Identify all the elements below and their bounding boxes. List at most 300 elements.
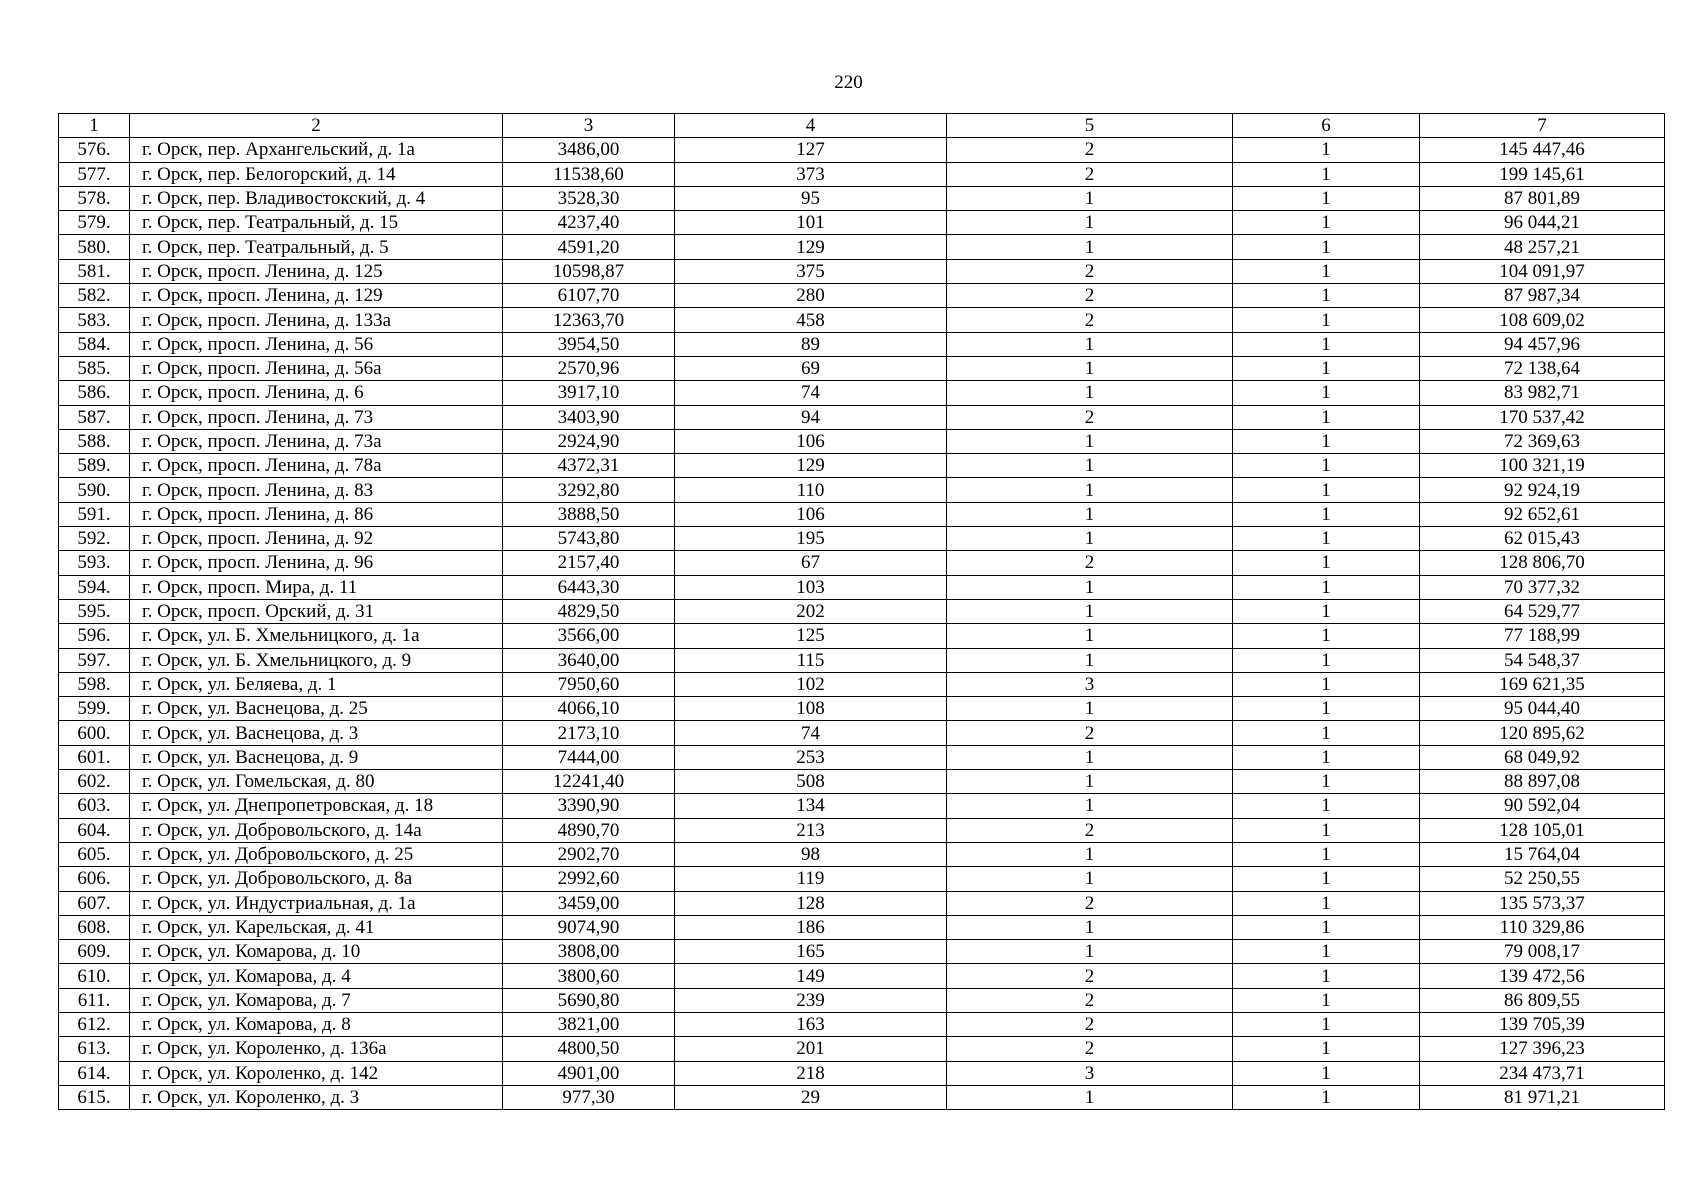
elevator-count: 1: [1233, 162, 1420, 186]
entrance-count: 2: [947, 964, 1233, 988]
residents-count: 129: [675, 235, 947, 259]
table-row: [59, 964, 1665, 988]
address: г. Орск, ул. Беляева, д. 1: [130, 672, 503, 696]
entrance-count: 2: [947, 308, 1233, 332]
row-number: 583.: [59, 308, 130, 332]
elevator-count: 1: [1233, 697, 1420, 721]
amount-value: 94 457,96: [1420, 332, 1665, 356]
area-value: 11538,60: [503, 162, 675, 186]
amount-value: 170 537,42: [1420, 405, 1665, 429]
table-row: [59, 940, 1665, 964]
address: г. Орск, просп. Ленина, д. 129: [130, 284, 503, 308]
address: г. Орск, ул. Васнецова, д. 25: [130, 697, 503, 721]
residents-count: 103: [675, 575, 947, 599]
residents-count: 98: [675, 842, 947, 866]
area-value: 3821,00: [503, 1012, 675, 1036]
row-number: 614.: [59, 1061, 130, 1085]
table-row: [59, 527, 1665, 551]
entrance-count: 3: [947, 1061, 1233, 1085]
area-value: 2157,40: [503, 551, 675, 575]
residents-count: 74: [675, 381, 947, 405]
elevator-count: 1: [1233, 721, 1420, 745]
area-value: 7950,60: [503, 672, 675, 696]
table-row: [59, 867, 1665, 891]
table-row: [59, 575, 1665, 599]
residents-count: 213: [675, 818, 947, 842]
address: г. Орск, пер. Театральный, д. 5: [130, 235, 503, 259]
row-number: 607.: [59, 891, 130, 915]
residents-count: 127: [675, 138, 947, 162]
elevator-count: 1: [1233, 405, 1420, 429]
row-number: 595.: [59, 599, 130, 623]
address: г. Орск, ул. Комарова, д. 7: [130, 988, 503, 1012]
entrance-count: 1: [947, 454, 1233, 478]
table-row: [59, 1085, 1665, 1109]
address: г. Орск, ул. Добровольского, д. 25: [130, 842, 503, 866]
row-number: 578.: [59, 186, 130, 210]
entrance-count: 1: [947, 356, 1233, 380]
address: г. Орск, просп. Ленина, д. 133а: [130, 308, 503, 332]
area-value: 3390,90: [503, 794, 675, 818]
amount-value: 70 377,32: [1420, 575, 1665, 599]
amount-value: 145 447,46: [1420, 138, 1665, 162]
row-number: 589.: [59, 454, 130, 478]
amount-value: 127 396,23: [1420, 1037, 1665, 1061]
amount-value: 139 705,39: [1420, 1012, 1665, 1036]
row-number: 579.: [59, 211, 130, 235]
address: г. Орск, ул. Васнецова, д. 3: [130, 721, 503, 745]
row-number: 611.: [59, 988, 130, 1012]
entrance-count: 1: [947, 624, 1233, 648]
area-value: 10598,87: [503, 259, 675, 283]
amount-value: 95 044,40: [1420, 697, 1665, 721]
elevator-count: 1: [1233, 915, 1420, 939]
row-number: 582.: [59, 284, 130, 308]
row-number: 577.: [59, 162, 130, 186]
elevator-count: 1: [1233, 940, 1420, 964]
amount-value: 96 044,21: [1420, 211, 1665, 235]
elevator-count: 1: [1233, 235, 1420, 259]
area-value: 4591,20: [503, 235, 675, 259]
elevator-count: 1: [1233, 1012, 1420, 1036]
row-number: 605.: [59, 842, 130, 866]
residents-count: 101: [675, 211, 947, 235]
area-value: 4901,00: [503, 1061, 675, 1085]
table-row: [59, 259, 1665, 283]
table-row: [59, 551, 1665, 575]
amount-value: 64 529,77: [1420, 599, 1665, 623]
elevator-count: 1: [1233, 891, 1420, 915]
address: г. Орск, просп. Орский, д. 31: [130, 599, 503, 623]
amount-value: 88 897,08: [1420, 770, 1665, 794]
table-row: [59, 405, 1665, 429]
area-value: 9074,90: [503, 915, 675, 939]
area-value: 4372,31: [503, 454, 675, 478]
column-header: 7: [1420, 114, 1665, 138]
address: г. Орск, просп. Ленина, д. 86: [130, 502, 503, 526]
column-header: 2: [130, 114, 503, 138]
entrance-count: 1: [947, 186, 1233, 210]
elevator-count: 1: [1233, 1061, 1420, 1085]
table-row: [59, 308, 1665, 332]
row-number: 606.: [59, 867, 130, 891]
residents-count: 128: [675, 891, 947, 915]
residents-count: 115: [675, 648, 947, 672]
amount-value: 92 924,19: [1420, 478, 1665, 502]
row-number: 608.: [59, 915, 130, 939]
area-value: 6107,70: [503, 284, 675, 308]
page-number: 220: [834, 72, 863, 93]
table-row: [59, 624, 1665, 648]
amount-value: 87 801,89: [1420, 186, 1665, 210]
table-row: [59, 1012, 1665, 1036]
area-value: 3486,00: [503, 138, 675, 162]
residents-count: 129: [675, 454, 947, 478]
area-value: 3292,80: [503, 478, 675, 502]
entrance-count: 2: [947, 1012, 1233, 1036]
area-value: 7444,00: [503, 745, 675, 769]
amount-value: 81 971,21: [1420, 1085, 1665, 1109]
amount-value: 120 895,62: [1420, 721, 1665, 745]
elevator-count: 1: [1233, 381, 1420, 405]
table-body: [59, 138, 1665, 1110]
address: г. Орск, просп. Ленина, д. 125: [130, 259, 503, 283]
residents-count: 119: [675, 867, 947, 891]
area-value: 3528,30: [503, 186, 675, 210]
row-number: 602.: [59, 770, 130, 794]
residents-count: 165: [675, 940, 947, 964]
residents-count: 108: [675, 697, 947, 721]
row-number: 596.: [59, 624, 130, 648]
elevator-count: 1: [1233, 551, 1420, 575]
table-row: [59, 794, 1665, 818]
row-number: 603.: [59, 794, 130, 818]
area-value: 3954,50: [503, 332, 675, 356]
table-row: [59, 818, 1665, 842]
table-row: [59, 502, 1665, 526]
residents-count: 149: [675, 964, 947, 988]
elevator-count: 1: [1233, 1085, 1420, 1109]
amount-value: 68 049,92: [1420, 745, 1665, 769]
entrance-count: 2: [947, 259, 1233, 283]
entrance-count: 2: [947, 138, 1233, 162]
address: г. Орск, ул. Комарова, д. 4: [130, 964, 503, 988]
table-row: [59, 672, 1665, 696]
row-number: 586.: [59, 381, 130, 405]
residents-count: 110: [675, 478, 947, 502]
column-header: 3: [503, 114, 675, 138]
area-value: 4890,70: [503, 818, 675, 842]
table-row: [59, 381, 1665, 405]
table-row: [59, 599, 1665, 623]
elevator-count: 1: [1233, 575, 1420, 599]
address: г. Орск, просп. Ленина, д. 73а: [130, 429, 503, 453]
row-number: 585.: [59, 356, 130, 380]
row-number: 592.: [59, 527, 130, 551]
address: г. Орск, ул. Карельская, д. 41: [130, 915, 503, 939]
area-value: 3459,00: [503, 891, 675, 915]
entrance-count: 1: [947, 599, 1233, 623]
row-number: 612.: [59, 1012, 130, 1036]
entrance-count: 1: [947, 211, 1233, 235]
elevator-count: 1: [1233, 138, 1420, 162]
address: г. Орск, пер. Архангельский, д. 1а: [130, 138, 503, 162]
table-row: [59, 842, 1665, 866]
table-row: [59, 478, 1665, 502]
area-value: 12241,40: [503, 770, 675, 794]
column-header: 4: [675, 114, 947, 138]
area-value: 2173,10: [503, 721, 675, 745]
table-row: [59, 891, 1665, 915]
area-value: 3800,60: [503, 964, 675, 988]
address: г. Орск, просп. Ленина, д. 56: [130, 332, 503, 356]
address: г. Орск, просп. Мира, д. 11: [130, 575, 503, 599]
address: г. Орск, ул. Короленко, д. 3: [130, 1085, 503, 1109]
entrance-count: 2: [947, 988, 1233, 1012]
amount-value: 104 091,97: [1420, 259, 1665, 283]
residents-count: 106: [675, 429, 947, 453]
amount-value: 169 621,35: [1420, 672, 1665, 696]
table-row: [59, 454, 1665, 478]
entrance-count: 2: [947, 162, 1233, 186]
amount-value: 90 592,04: [1420, 794, 1665, 818]
header-row: [59, 114, 1665, 138]
amount-value: 72 138,64: [1420, 356, 1665, 380]
table-row: [59, 1037, 1665, 1061]
column-header: 5: [947, 114, 1233, 138]
table-row: [59, 697, 1665, 721]
elevator-count: 1: [1233, 478, 1420, 502]
elevator-count: 1: [1233, 502, 1420, 526]
area-value: 5743,80: [503, 527, 675, 551]
column-header: 6: [1233, 114, 1420, 138]
row-number: 588.: [59, 429, 130, 453]
row-number: 576.: [59, 138, 130, 162]
address: г. Орск, ул. Комарова, д. 8: [130, 1012, 503, 1036]
entrance-count: 1: [947, 842, 1233, 866]
residents-count: 163: [675, 1012, 947, 1036]
table-row: [59, 356, 1665, 380]
elevator-count: 1: [1233, 527, 1420, 551]
row-number: 600.: [59, 721, 130, 745]
residents-count: 202: [675, 599, 947, 623]
elevator-count: 1: [1233, 284, 1420, 308]
table-row: [59, 770, 1665, 794]
address: г. Орск, ул. Комарова, д. 10: [130, 940, 503, 964]
table-row: [59, 648, 1665, 672]
address: г. Орск, ул. Гомельская, д. 80: [130, 770, 503, 794]
residents-count: 373: [675, 162, 947, 186]
row-number: 598.: [59, 672, 130, 696]
address: г. Орск, пер. Белогорский, д. 14: [130, 162, 503, 186]
address: г. Орск, просп. Ленина, д. 92: [130, 527, 503, 551]
elevator-count: 1: [1233, 672, 1420, 696]
amount-value: 135 573,37: [1420, 891, 1665, 915]
area-value: 3808,00: [503, 940, 675, 964]
amount-value: 87 987,34: [1420, 284, 1665, 308]
row-number: 601.: [59, 745, 130, 769]
address: г. Орск, ул. Добровольского, д. 14а: [130, 818, 503, 842]
row-number: 594.: [59, 575, 130, 599]
elevator-count: 1: [1233, 599, 1420, 623]
elevator-count: 1: [1233, 186, 1420, 210]
elevator-count: 1: [1233, 818, 1420, 842]
residents-count: 239: [675, 988, 947, 1012]
residents-count: 253: [675, 745, 947, 769]
row-number: 593.: [59, 551, 130, 575]
table-row: [59, 284, 1665, 308]
residents-count: 102: [675, 672, 947, 696]
amount-value: 62 015,43: [1420, 527, 1665, 551]
residents-count: 280: [675, 284, 947, 308]
row-number: 613.: [59, 1037, 130, 1061]
elevator-count: 1: [1233, 964, 1420, 988]
amount-value: 72 369,63: [1420, 429, 1665, 453]
address: г. Орск, ул. Б. Хмельницкого, д. 9: [130, 648, 503, 672]
entrance-count: 1: [947, 429, 1233, 453]
area-value: 2570,96: [503, 356, 675, 380]
row-number: 615.: [59, 1085, 130, 1109]
address: г. Орск, пер. Владивостокский, д. 4: [130, 186, 503, 210]
elevator-count: 1: [1233, 429, 1420, 453]
row-number: 604.: [59, 818, 130, 842]
area-value: 3566,00: [503, 624, 675, 648]
row-number: 597.: [59, 648, 130, 672]
amount-value: 54 548,37: [1420, 648, 1665, 672]
entrance-count: 1: [947, 940, 1233, 964]
amount-value: 128 806,70: [1420, 551, 1665, 575]
row-number: 591.: [59, 502, 130, 526]
table-row: [59, 721, 1665, 745]
entrance-count: 1: [947, 697, 1233, 721]
area-value: 2902,70: [503, 842, 675, 866]
table-row: [59, 162, 1665, 186]
amount-value: 139 472,56: [1420, 964, 1665, 988]
entrance-count: 1: [947, 527, 1233, 551]
amount-value: 199 145,61: [1420, 162, 1665, 186]
table-row: [59, 915, 1665, 939]
area-value: 4800,50: [503, 1037, 675, 1061]
entrance-count: 1: [947, 867, 1233, 891]
entrance-count: 2: [947, 818, 1233, 842]
elevator-count: 1: [1233, 867, 1420, 891]
entrance-count: 2: [947, 405, 1233, 429]
address: г. Орск, ул. Индустриальная, д. 1а: [130, 891, 503, 915]
area-value: 2924,90: [503, 429, 675, 453]
amount-value: 52 250,55: [1420, 867, 1665, 891]
amount-value: 83 982,71: [1420, 381, 1665, 405]
elevator-count: 1: [1233, 356, 1420, 380]
address: г. Орск, ул. Б. Хмельницкого, д. 1а: [130, 624, 503, 648]
amount-value: 100 321,19: [1420, 454, 1665, 478]
row-number: 599.: [59, 697, 130, 721]
entrance-count: 3: [947, 672, 1233, 696]
address: г. Орск, просп. Ленина, д. 56а: [130, 356, 503, 380]
residents-count: 29: [675, 1085, 947, 1109]
residents-count: 134: [675, 794, 947, 818]
elevator-count: 1: [1233, 624, 1420, 648]
area-value: 4237,40: [503, 211, 675, 235]
entrance-count: 1: [947, 794, 1233, 818]
row-number: 580.: [59, 235, 130, 259]
elevator-count: 1: [1233, 308, 1420, 332]
address: г. Орск, ул. Днепропетровская, д. 18: [130, 794, 503, 818]
row-number: 610.: [59, 964, 130, 988]
entrance-count: 1: [947, 770, 1233, 794]
address: г. Орск, ул. Васнецова, д. 9: [130, 745, 503, 769]
elevator-count: 1: [1233, 842, 1420, 866]
residents-count: 106: [675, 502, 947, 526]
area-value: 2992,60: [503, 867, 675, 891]
amount-value: 108 609,02: [1420, 308, 1665, 332]
residents-count: 186: [675, 915, 947, 939]
address: г. Орск, просп. Ленина, д. 96: [130, 551, 503, 575]
area-value: 4829,50: [503, 599, 675, 623]
row-number: 609.: [59, 940, 130, 964]
amount-value: 79 008,17: [1420, 940, 1665, 964]
elevator-count: 1: [1233, 332, 1420, 356]
table-row: [59, 988, 1665, 1012]
entrance-count: 2: [947, 551, 1233, 575]
area-value: 4066,10: [503, 697, 675, 721]
residents-count: 218: [675, 1061, 947, 1085]
table-row: [59, 186, 1665, 210]
entrance-count: 1: [947, 1085, 1233, 1109]
row-number: 584.: [59, 332, 130, 356]
address: г. Орск, ул. Короленко, д. 142: [130, 1061, 503, 1085]
elevator-count: 1: [1233, 745, 1420, 769]
entrance-count: 1: [947, 478, 1233, 502]
area-value: 3403,90: [503, 405, 675, 429]
residents-count: 89: [675, 332, 947, 356]
amount-value: 110 329,86: [1420, 915, 1665, 939]
elevator-count: 1: [1233, 770, 1420, 794]
area-value: 5690,80: [503, 988, 675, 1012]
table-row: [59, 429, 1665, 453]
amount-value: 92 652,61: [1420, 502, 1665, 526]
row-number: 590.: [59, 478, 130, 502]
residents-count: 95: [675, 186, 947, 210]
table-row: [59, 745, 1665, 769]
area-value: 3917,10: [503, 381, 675, 405]
amount-value: 77 188,99: [1420, 624, 1665, 648]
entrance-count: 1: [947, 575, 1233, 599]
entrance-count: 2: [947, 721, 1233, 745]
address: г. Орск, ул. Короленко, д. 136а: [130, 1037, 503, 1061]
address: г. Орск, пер. Театральный, д. 15: [130, 211, 503, 235]
entrance-count: 1: [947, 502, 1233, 526]
residents-count: 74: [675, 721, 947, 745]
table-row: [59, 138, 1665, 162]
residents-count: 458: [675, 308, 947, 332]
area-value: 3888,50: [503, 502, 675, 526]
entrance-count: 1: [947, 332, 1233, 356]
entrance-count: 1: [947, 648, 1233, 672]
table-row: [59, 332, 1665, 356]
area-value: 977,30: [503, 1085, 675, 1109]
area-value: 12363,70: [503, 308, 675, 332]
elevator-count: 1: [1233, 211, 1420, 235]
table-row: [59, 1061, 1665, 1085]
elevator-count: 1: [1233, 1037, 1420, 1061]
row-number: 587.: [59, 405, 130, 429]
amount-value: 48 257,21: [1420, 235, 1665, 259]
column-header: 1: [59, 114, 130, 138]
area-value: 3640,00: [503, 648, 675, 672]
amount-value: 128 105,01: [1420, 818, 1665, 842]
residents-count: 195: [675, 527, 947, 551]
entrance-count: 1: [947, 381, 1233, 405]
